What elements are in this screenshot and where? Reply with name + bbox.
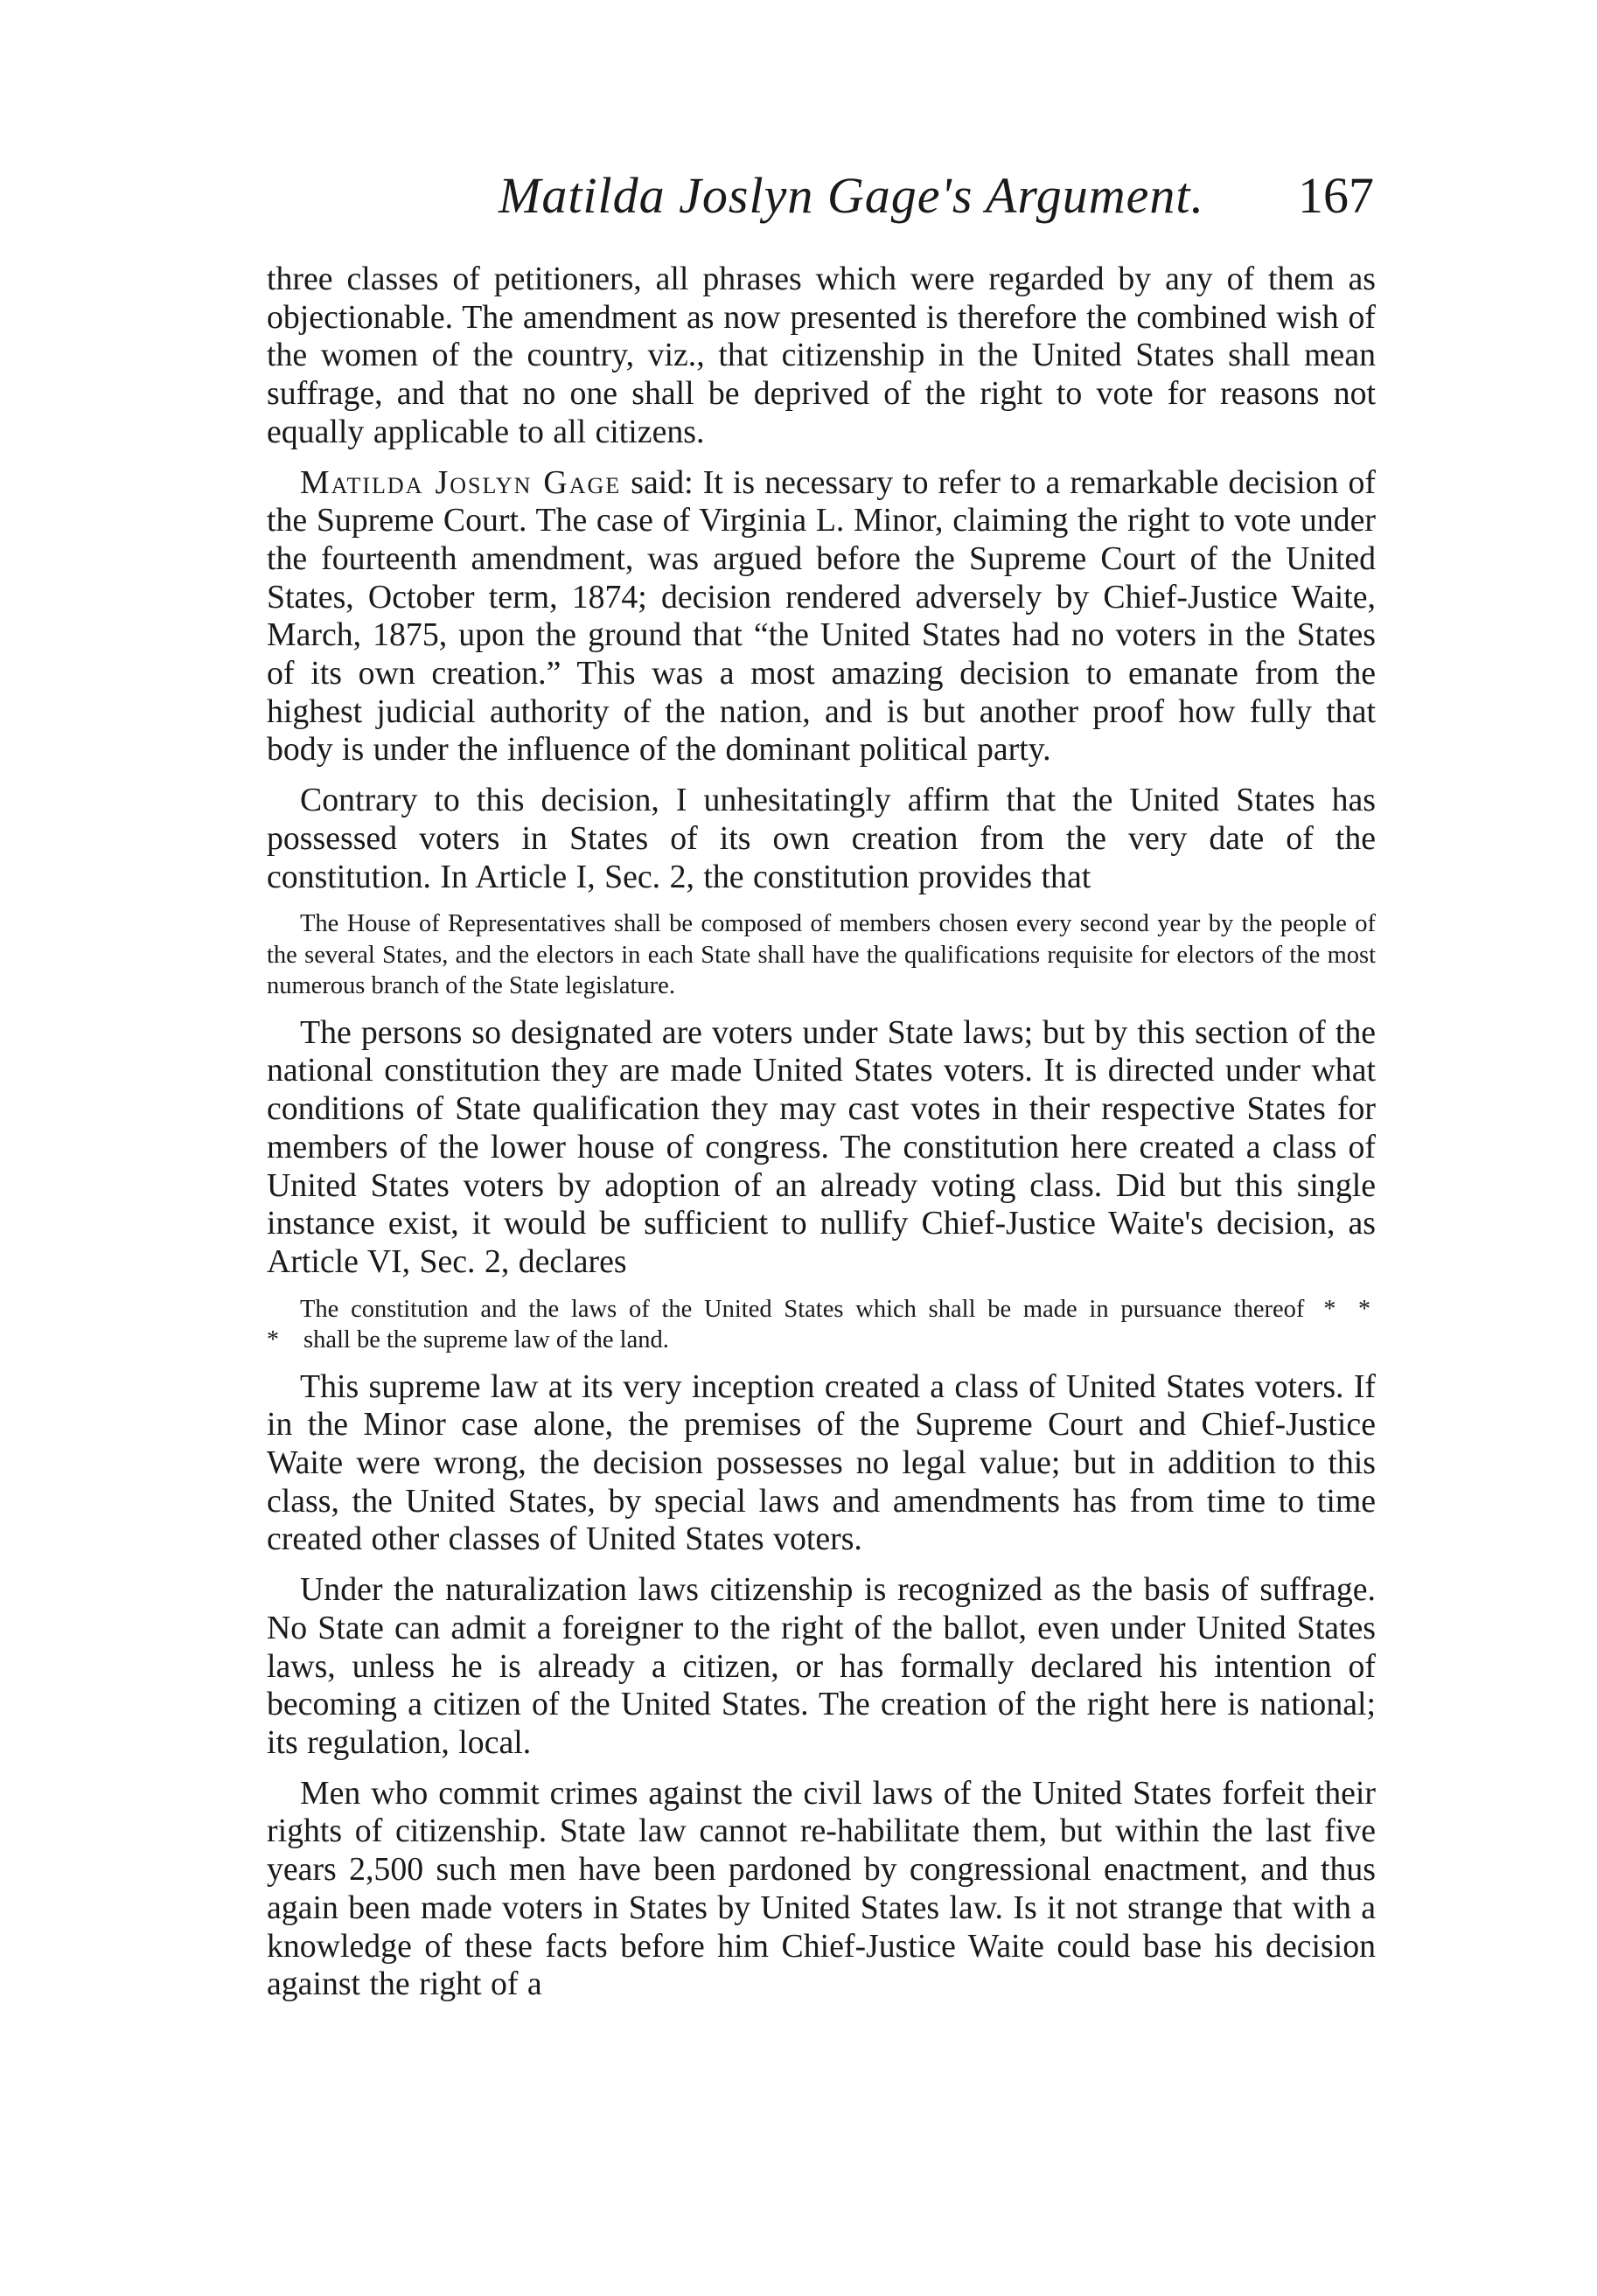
paragraph-crimes: Men who commit crimes against the civil laws of the United States forfeit their rights of citizenship. State law cannot re-habilitate them, but within the last five years 2,500 such men have been pardoned by congressional enactment, and thus again been made voters in States by United States law. Is it not strange that with a knowledge of these facts before him Chief-Justice Waite could base his decision against the right of a <box>267 1774 1376 2003</box>
running-head: Matilda Joslyn Gage's Argument. <box>499 167 1204 224</box>
page-number: 167 <box>1298 167 1374 224</box>
paragraph-supreme-law: This supreme law at its very inception created a class of United States voters. If in the Minor case alone, the premises of the Supreme Court and Chief-Justice Waite were wrong, the decision possesses no legal value; but in addition to this class, the United States, by special laws and amendments has from time to time created other classes of United States voters. <box>267 1367 1376 1558</box>
speaker-name: Matilda Joslyn Gage <box>300 463 622 501</box>
quote-text-before: The constitution and the laws of the United States which shall be made in pursuance thereof <box>300 1295 1305 1323</box>
quote-article-6 <box>267 1294 1376 1356</box>
paragraph-persons: The persons so designated are voters under State laws; but by this section of the national constitution they are made United States voters. It is directed under what conditions of State qualification they may cast votes in their respective States for members of the lower house of congress. The constitution here created a class of United States voters by adoption of an already voting class. Did but this single instance exist, it would be sufficient to nullify Chief-Justice Waite's decision, as Article VI, Sec. 2, declares <box>267 1013 1376 1280</box>
quote-article-1: The House of Representatives shall be composed of members chosen every second year by the people of the several States, and the electors in each State shall have the qualifications requisite for electors of the most numerous branch of the State legislature. <box>267 910 1376 1000</box>
paragraph-text: said: It is necessary to refer to a remarkable decision of the Supreme Court. The case of Virginia L. Minor, claiming the right to vote under the fourteenth amendment, was argued before the Supreme Court of the United States, October term, 1874; decision rendered adversely by Chief-Justice Waite, March, 1875, upon the ground that “the United States had no voters in the States of its own creation.” This was a most amazing decision to emanate from the highest judicial authority of the nation, and is but another proof how fully that body is under the influence of the dominant political party. <box>267 463 1376 769</box>
paragraph-naturalization: Under the naturalization laws citizenship is recognized as the basis of suffrage. No State can admit a foreigner to the right of the ballot, even under United States laws, unless he is already a citizen, or has formally declared his intention of becoming a citizen of the United States. The creation of the right here is national; its regulation, local. <box>267 1571 1376 1761</box>
page-body <box>267 261 1376 2004</box>
paragraph-continuation: three classes of petitioners, all phrases which were regarded by any of them as objectionable. The amendment as now presented is therefore the combined wish of the women of the country, viz., that citizenship in the United States shall mean suffrage, and that no one shall be deprived of the right to vote for reasons not equally applicable to all citizens. <box>267 261 1376 450</box>
ellipsis-stars: * * * <box>267 1295 1377 1354</box>
paragraph-contrary: Contrary to this decision, I unhesitatingly affirm that the United States has possessed voters in States of its own creation from the very date of the constitution. In Article I, Sec. 2, the constitution provides that <box>267 782 1376 895</box>
quote-text-after: shall be the supreme law of the land. <box>303 1326 669 1354</box>
page-header <box>267 166 1374 236</box>
paragraph-gage-intro <box>267 464 1376 770</box>
